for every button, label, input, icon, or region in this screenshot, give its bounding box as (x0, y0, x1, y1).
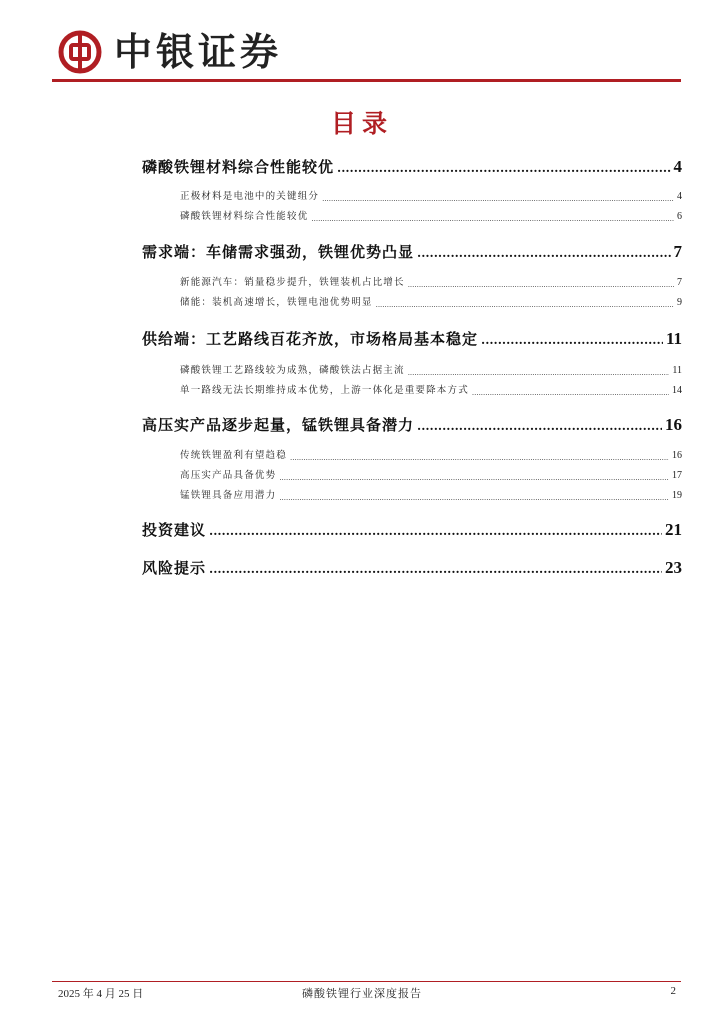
toc-subsection-entry[interactable] (180, 190, 682, 204)
toc-leader-dots (209, 562, 662, 576)
toc-entry-page: 21 (665, 520, 682, 539)
toc-entry-page: 14 (672, 385, 682, 396)
toc-section-entry[interactable] (142, 328, 682, 350)
toc-section-entry[interactable] (142, 241, 682, 263)
toc-subsection-entry[interactable] (180, 469, 682, 483)
toc-entry-page: 6 (677, 211, 682, 222)
toc-entry-page: 9 (677, 297, 682, 308)
footer-date: 2025 年 4 月 25 日 (58, 988, 144, 1000)
toc-entry-page: 4 (673, 157, 682, 176)
toc-leader-dots (290, 453, 669, 463)
footer-page-number: 2 (670, 985, 676, 997)
toc-section-entry[interactable] (142, 519, 682, 541)
toc-entry-label: 磷酸铁锂材料综合性能较优 (142, 158, 335, 176)
toc-leader-dots (337, 161, 670, 175)
toc-entry-page: 11 (672, 365, 682, 376)
toc-entry-label: 高压实产品逐步起量，锰铁锂具备潜力 (142, 416, 415, 434)
toc-entry-label: 正极材料是电池中的关键组分 (180, 191, 320, 202)
toc-entry-label: 供给端：工艺路线百花齐放，市场格局基本稳定 (142, 330, 479, 348)
toc-entry-label: 储能：装机高速增长，铁锂电池优势明显 (180, 297, 373, 308)
toc-entry-label: 锰铁锂具备应用潜力 (180, 490, 277, 501)
toc-entry-label: 需求端：车储需求强劲，铁锂优势凸显 (142, 243, 415, 261)
toc-entry-label: 传统铁锂盈利有望趋稳 (180, 450, 288, 461)
footer-divider (52, 981, 681, 982)
toc-entry-label: 磷酸铁锂材料综合性能较优 (180, 211, 309, 222)
toc-leader-dots (481, 333, 663, 347)
header-divider (52, 79, 681, 82)
toc-leader-dots (472, 388, 669, 398)
footer-report-title: 磷酸铁锂行业深度报告 (302, 987, 422, 1000)
toc-leader-dots (322, 194, 674, 204)
toc-entry-page: 19 (672, 490, 682, 501)
toc-subsection-entry[interactable] (180, 489, 682, 503)
toc-leader-dots (408, 368, 670, 378)
toc-entry-page: 23 (665, 558, 682, 577)
toc-leader-dots (279, 473, 669, 483)
toc-subsection-entry[interactable] (180, 364, 682, 378)
toc-leader-dots (408, 280, 674, 290)
toc-entry-page: 16 (665, 415, 682, 434)
toc-entry-label: 投资建议 (142, 521, 207, 539)
toc-subsection-entry[interactable] (180, 296, 682, 310)
toc-entry-label: 磷酸铁锂工艺路线较为成熟，磷酸铁法占据主流 (180, 365, 405, 376)
toc-section-entry[interactable] (142, 414, 682, 436)
toc-entry-page: 16 (672, 450, 682, 461)
toc-entry-page: 17 (672, 470, 682, 481)
toc-subsection-entry[interactable] (180, 210, 682, 224)
toc-entry-label: 风险提示 (142, 559, 207, 577)
toc-leader-dots (376, 300, 674, 310)
toc-entry-label: 新能源汽车：销量稳步提升，铁锂装机占比增长 (180, 277, 405, 288)
page-header (0, 0, 724, 90)
toc-leader-dots (417, 246, 670, 260)
toc-leader-dots (311, 214, 674, 224)
toc-subsection-entry[interactable] (180, 384, 682, 398)
brand-name: 中银证券 (114, 30, 283, 74)
toc-section-entry[interactable] (142, 156, 682, 178)
toc-leader-dots (417, 419, 662, 433)
toc-subsection-entry[interactable] (180, 449, 682, 463)
toc-leader-dots (279, 493, 669, 503)
toc-section-entry[interactable] (142, 557, 682, 579)
toc-title: 目录 (330, 109, 393, 138)
toc-subsection-entry[interactable] (180, 276, 682, 290)
bank-of-china-logo-icon (58, 30, 102, 74)
toc-entry-page: 7 (677, 277, 682, 288)
toc-entry-label: 单一路线无法长期维持成本优势，上游一体化是重要降本方式 (180, 385, 469, 396)
toc-leader-dots (209, 524, 662, 538)
toc-entry-page: 7 (673, 242, 682, 261)
toc-entry-label: 高压实产品具备优势 (180, 470, 277, 481)
toc-entry-page: 11 (665, 329, 682, 348)
toc-entry-page: 4 (677, 191, 682, 202)
